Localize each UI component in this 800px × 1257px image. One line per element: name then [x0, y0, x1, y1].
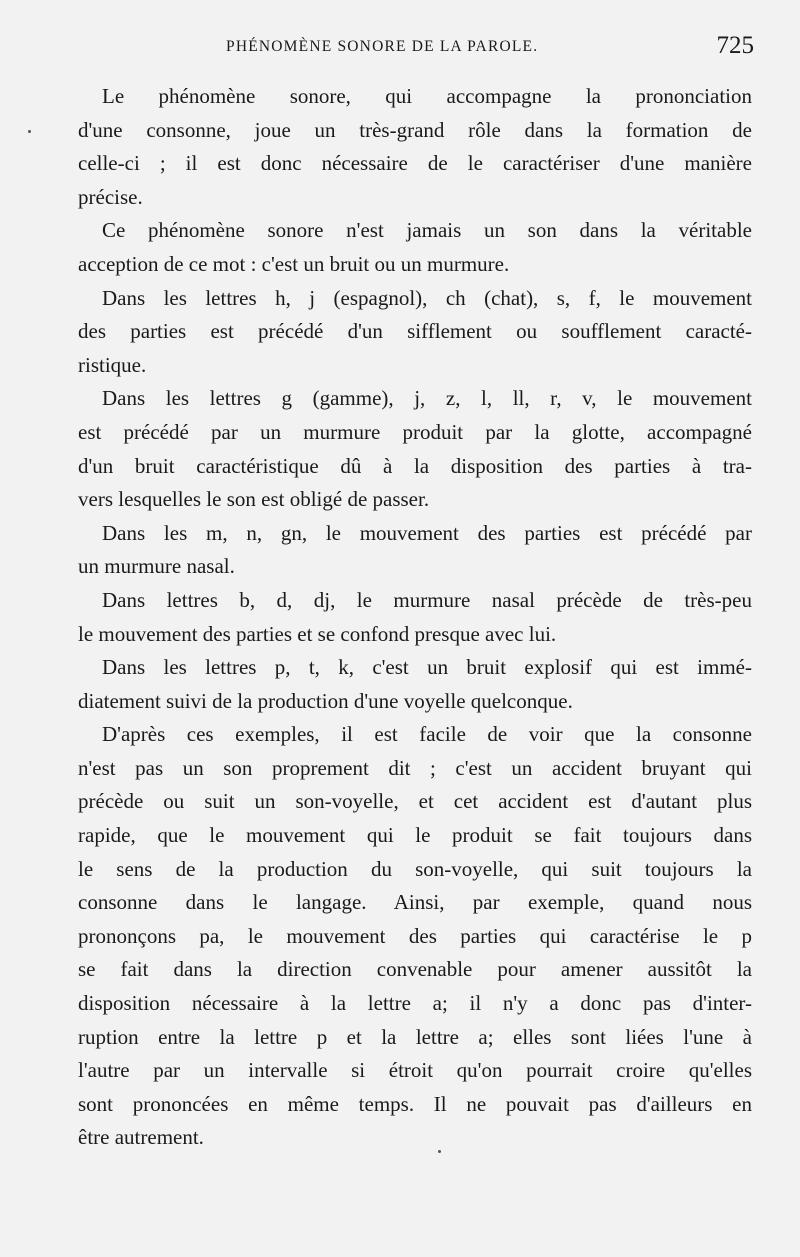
paragraph-7: [78, 651, 752, 718]
paragraph-3: [78, 282, 752, 383]
paragraph-2: [78, 214, 752, 281]
text-line: celle-ci ; il est donc nécessaire de le caractériser d'une manière: [78, 151, 752, 176]
text-line: ristique.: [78, 352, 147, 377]
paragraph-4: [78, 382, 752, 516]
text-line: d'un bruit caractéristique dû à la disposition des parties à tra-: [78, 453, 752, 478]
text-line: d'une consonne, joue un très-grand rôle dans la formation de: [78, 117, 752, 142]
text-line: l'autre par un intervalle si étroit qu'on pourrait croire qu'elles: [78, 1058, 752, 1083]
text-line: disposition nécessaire à la lettre a; il n'y a donc pas d'inter-: [78, 991, 752, 1016]
text-line: D'après ces exemples, il est facile de voir que la consonne: [102, 722, 752, 747]
text-line: Dans les lettres h, j (espagnol), ch (chat), s, f, le mouvement: [102, 285, 752, 310]
text-line: le mouvement des parties et se confond presque avec lui.: [78, 621, 557, 646]
text-line: ruption entre la lettre p et la lettre a; elles sont liées l'une à: [78, 1024, 752, 1049]
text-line: Ce phénomène sonore n'est jamais un son dans la véritable: [102, 218, 752, 243]
text-line: diatement suivi de la production d'une voyelle quelconque.: [78, 688, 573, 713]
text-line: vers lesquelles le son est obligé de passer.: [78, 487, 430, 512]
margin-speck: [438, 1150, 441, 1153]
text-line: Dans les lettres p, t, k, c'est un bruit explosif qui est immé-: [102, 655, 752, 680]
text-line: des parties est précédé d'un sifflement ou soufflement caracté-: [78, 319, 752, 344]
text-line: Dans les m, n, gn, le mouvement des parties est précédé par: [102, 520, 752, 545]
text-line: prononçons pa, le mouvement des parties qui caractérise le p: [78, 923, 752, 948]
text-line: n'est pas un son proprement dit ; c'est un accident bruyant qui: [78, 755, 752, 780]
text-line: Le phénomène sonore, qui accompagne la prononciation: [102, 84, 752, 108]
text-line: acception de ce mot : c'est un bruit ou un murmure.: [78, 251, 510, 276]
text-line: se fait dans la direction convenable pour amener aussitôt la: [78, 957, 752, 982]
paragraph-1: [78, 80, 752, 214]
running-title: PHÉNOMÈNE SONORE DE LA PAROLE.: [226, 38, 539, 55]
text-line: Dans les lettres g (gamme), j, z, l, ll, r, v, le mouvement: [102, 386, 752, 411]
text-line: est précédé par un murmure produit par la glotte, accompagné: [78, 419, 752, 444]
margin-speck: [28, 130, 31, 133]
paragraph-8: [78, 718, 752, 1155]
paragraph-6: [78, 584, 752, 651]
page-number: 725: [716, 32, 754, 59]
paragraph-5: [78, 517, 752, 584]
text-line: consonne dans le langage. Ainsi, par exemple, quand nous: [78, 890, 752, 915]
body-text: [78, 80, 752, 1155]
text-line: sont prononcées en même temps. Il ne pouvait pas d'ailleurs en: [78, 1091, 752, 1116]
text-line: être autrement.: [78, 1125, 204, 1150]
text-line: rapide, que le mouvement qui le produit se fait toujours dans: [78, 823, 752, 848]
running-head: [78, 32, 754, 68]
text-line: un murmure nasal.: [78, 554, 235, 579]
text-line: précède ou suit un son-voyelle, et cet accident est d'autant plus: [78, 789, 752, 814]
text-line: Dans lettres b, d, dj, le murmure nasal précède de très-peu: [102, 587, 752, 612]
text-line: le sens de la production du son-voyelle, qui suit toujours la: [78, 856, 752, 881]
text-line: précise.: [78, 184, 143, 209]
